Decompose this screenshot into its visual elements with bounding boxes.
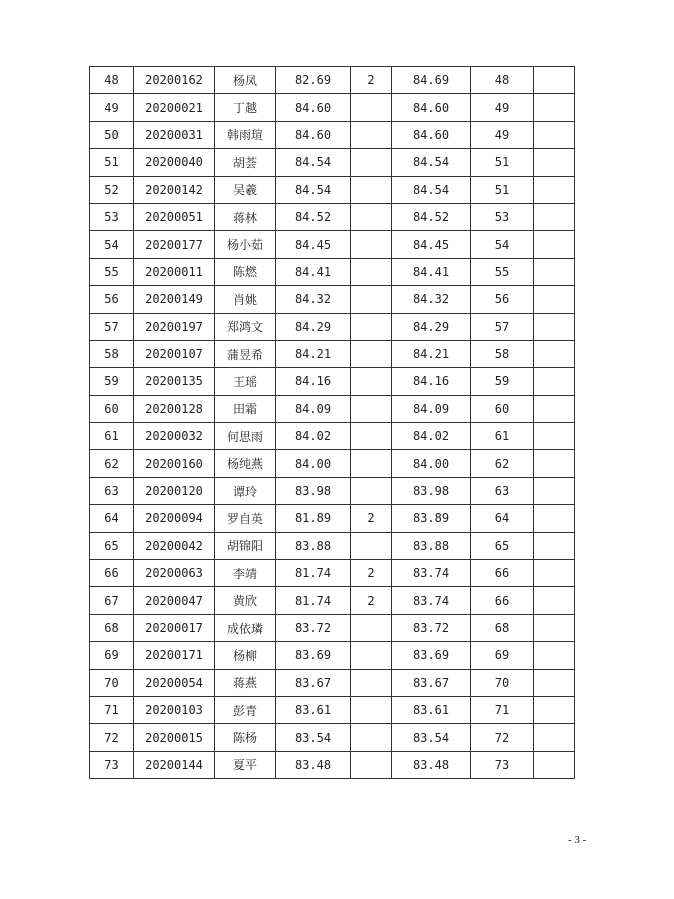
table-row [90,587,575,614]
remark-cell [534,94,575,121]
seq-cell: 49 [90,94,134,121]
exam-id-cell: 20200149 [134,286,215,313]
score-cell: 83.67 [276,669,351,696]
table-row [90,121,575,148]
total-cell: 83.89 [392,505,471,532]
table-row [90,751,575,778]
remark-cell [534,395,575,422]
exam-id-cell: 20200171 [134,642,215,669]
total-cell: 84.09 [392,395,471,422]
rank-cell: 49 [471,94,534,121]
page-number: - 3 - [568,834,587,846]
bonus-cell [351,94,392,121]
table-row [90,368,575,395]
table-row [90,724,575,751]
total-cell: 84.21 [392,340,471,367]
bonus-cell [351,532,392,559]
bonus-cell [351,395,392,422]
name-cell: 杨凤 [215,67,276,94]
bonus-cell [351,696,392,723]
total-cell: 83.67 [392,669,471,696]
bonus-cell: 2 [351,560,392,587]
remark-cell [534,696,575,723]
total-cell: 83.48 [392,751,471,778]
total-cell: 83.54 [392,724,471,751]
remark-cell [534,203,575,230]
exam-id-cell: 20200017 [134,614,215,641]
exam-id-cell: 20200160 [134,450,215,477]
total-cell: 84.60 [392,121,471,148]
score-cell: 81.74 [276,560,351,587]
remark-cell [534,121,575,148]
score-cell: 84.00 [276,450,351,477]
exam-id-cell: 20200032 [134,423,215,450]
bonus-cell [351,231,392,258]
name-cell: 蒲昱希 [215,340,276,367]
rank-cell: 65 [471,532,534,559]
total-cell: 83.74 [392,560,471,587]
seq-cell: 50 [90,121,134,148]
exam-id-cell: 20200040 [134,149,215,176]
remark-cell [534,614,575,641]
seq-cell: 54 [90,231,134,258]
seq-cell: 65 [90,532,134,559]
name-cell: 郑鸿文 [215,313,276,340]
name-cell: 李靖 [215,560,276,587]
total-cell: 84.00 [392,450,471,477]
table-row [90,669,575,696]
score-cell: 84.32 [276,286,351,313]
remark-cell [534,258,575,285]
table-row [90,67,575,94]
name-cell: 杨柳 [215,642,276,669]
exam-id-cell: 20200142 [134,176,215,203]
name-cell: 丁越 [215,94,276,121]
rank-cell: 61 [471,423,534,450]
results-table [89,66,575,779]
table-row [90,258,575,285]
score-cell: 83.69 [276,642,351,669]
rank-cell: 55 [471,258,534,285]
name-cell: 成依璘 [215,614,276,641]
rank-cell: 70 [471,669,534,696]
remark-cell [534,450,575,477]
seq-cell: 64 [90,505,134,532]
name-cell: 胡锦阳 [215,532,276,559]
rank-cell: 53 [471,203,534,230]
table-row [90,614,575,641]
bonus-cell [351,121,392,148]
bonus-cell [351,286,392,313]
score-cell: 83.48 [276,751,351,778]
table-row [90,231,575,258]
rank-cell: 71 [471,696,534,723]
score-cell: 84.41 [276,258,351,285]
name-cell: 胡荟 [215,149,276,176]
rank-cell: 66 [471,587,534,614]
bonus-cell: 2 [351,587,392,614]
bonus-cell [351,176,392,203]
rank-cell: 69 [471,642,534,669]
rank-cell: 48 [471,67,534,94]
table-row [90,94,575,121]
seq-cell: 52 [90,176,134,203]
remark-cell [534,368,575,395]
total-cell: 84.54 [392,176,471,203]
total-cell: 84.60 [392,94,471,121]
total-cell: 84.02 [392,423,471,450]
exam-id-cell: 20200162 [134,67,215,94]
score-cell: 83.88 [276,532,351,559]
rank-cell: 59 [471,368,534,395]
score-cell: 82.69 [276,67,351,94]
total-cell: 84.54 [392,149,471,176]
rank-cell: 56 [471,286,534,313]
exam-id-cell: 20200120 [134,477,215,504]
rank-cell: 68 [471,614,534,641]
rank-cell: 64 [471,505,534,532]
score-cell: 81.74 [276,587,351,614]
total-cell: 84.41 [392,258,471,285]
name-cell: 韩雨瑄 [215,121,276,148]
rank-cell: 51 [471,176,534,203]
bonus-cell: 2 [351,505,392,532]
total-cell: 83.72 [392,614,471,641]
table-row [90,696,575,723]
bonus-cell [351,724,392,751]
seq-cell: 58 [90,340,134,367]
bonus-cell [351,149,392,176]
rank-cell: 54 [471,231,534,258]
score-cell: 84.54 [276,176,351,203]
rank-cell: 62 [471,450,534,477]
score-cell: 84.60 [276,94,351,121]
seq-cell: 55 [90,258,134,285]
rank-cell: 66 [471,560,534,587]
rank-cell: 63 [471,477,534,504]
bonus-cell [351,258,392,285]
bonus-cell [351,751,392,778]
exam-id-cell: 20200021 [134,94,215,121]
score-cell: 83.61 [276,696,351,723]
total-cell: 84.52 [392,203,471,230]
score-cell: 84.45 [276,231,351,258]
remark-cell [534,724,575,751]
total-cell: 83.69 [392,642,471,669]
name-cell: 吴羲 [215,176,276,203]
rank-cell: 51 [471,149,534,176]
score-cell: 83.54 [276,724,351,751]
seq-cell: 71 [90,696,134,723]
table-row [90,477,575,504]
table-row [90,286,575,313]
seq-cell: 69 [90,642,134,669]
name-cell: 黄欣 [215,587,276,614]
name-cell: 彭青 [215,696,276,723]
remark-cell [534,67,575,94]
exam-id-cell: 20200103 [134,696,215,723]
name-cell: 罗自英 [215,505,276,532]
seq-cell: 68 [90,614,134,641]
remark-cell [534,313,575,340]
exam-id-cell: 20200177 [134,231,215,258]
total-cell: 84.45 [392,231,471,258]
table-row [90,423,575,450]
remark-cell [534,340,575,367]
score-cell: 84.60 [276,121,351,148]
seq-cell: 57 [90,313,134,340]
total-cell: 84.16 [392,368,471,395]
seq-cell: 51 [90,149,134,176]
bonus-cell [351,477,392,504]
bonus-cell: 2 [351,67,392,94]
score-cell: 84.21 [276,340,351,367]
total-cell: 84.29 [392,313,471,340]
table-row [90,149,575,176]
score-cell: 84.09 [276,395,351,422]
seq-cell: 60 [90,395,134,422]
remark-cell [534,532,575,559]
name-cell: 杨纯燕 [215,450,276,477]
exam-id-cell: 20200094 [134,505,215,532]
score-cell: 84.02 [276,423,351,450]
remark-cell [534,669,575,696]
table-row [90,203,575,230]
exam-id-cell: 20200051 [134,203,215,230]
remark-cell [534,423,575,450]
table-row [90,505,575,532]
rank-cell: 49 [471,121,534,148]
score-cell: 84.52 [276,203,351,230]
seq-cell: 67 [90,587,134,614]
bonus-cell [351,450,392,477]
name-cell: 陈燃 [215,258,276,285]
bonus-cell [351,423,392,450]
seq-cell: 72 [90,724,134,751]
rank-cell: 57 [471,313,534,340]
bonus-cell [351,614,392,641]
seq-cell: 53 [90,203,134,230]
name-cell: 蒋燕 [215,669,276,696]
table-row [90,313,575,340]
results-table-body [90,67,575,779]
remark-cell [534,477,575,504]
name-cell: 田霜 [215,395,276,422]
seq-cell: 70 [90,669,134,696]
table-row [90,560,575,587]
score-cell: 83.98 [276,477,351,504]
exam-id-cell: 20200047 [134,587,215,614]
exam-id-cell: 20200054 [134,669,215,696]
seq-cell: 73 [90,751,134,778]
remark-cell [534,231,575,258]
total-cell: 83.61 [392,696,471,723]
table-row [90,450,575,477]
rank-cell: 72 [471,724,534,751]
exam-id-cell: 20200135 [134,368,215,395]
table-row [90,395,575,422]
rank-cell: 60 [471,395,534,422]
score-cell: 83.72 [276,614,351,641]
name-cell: 夏平 [215,751,276,778]
seq-cell: 56 [90,286,134,313]
name-cell: 肖姚 [215,286,276,313]
exam-id-cell: 20200015 [134,724,215,751]
rank-cell: 73 [471,751,534,778]
exam-id-cell: 20200107 [134,340,215,367]
exam-id-cell: 20200042 [134,532,215,559]
remark-cell [534,505,575,532]
exam-id-cell: 20200031 [134,121,215,148]
total-cell: 83.88 [392,532,471,559]
name-cell: 陈杨 [215,724,276,751]
exam-id-cell: 20200063 [134,560,215,587]
remark-cell [534,176,575,203]
remark-cell [534,751,575,778]
table-row [90,340,575,367]
table-row [90,642,575,669]
table-row [90,532,575,559]
exam-id-cell: 20200128 [134,395,215,422]
rank-cell: 58 [471,340,534,367]
seq-cell: 63 [90,477,134,504]
total-cell: 83.98 [392,477,471,504]
name-cell: 王瑶 [215,368,276,395]
seq-cell: 62 [90,450,134,477]
bonus-cell [351,340,392,367]
remark-cell [534,587,575,614]
remark-cell [534,642,575,669]
bonus-cell [351,642,392,669]
bonus-cell [351,669,392,696]
exam-id-cell: 20200197 [134,313,215,340]
score-cell: 81.89 [276,505,351,532]
table-row [90,176,575,203]
name-cell: 杨小茹 [215,231,276,258]
score-cell: 84.54 [276,149,351,176]
exam-id-cell: 20200144 [134,751,215,778]
remark-cell [534,286,575,313]
bonus-cell [351,368,392,395]
score-cell: 84.16 [276,368,351,395]
seq-cell: 59 [90,368,134,395]
name-cell: 蒋林 [215,203,276,230]
name-cell: 何思雨 [215,423,276,450]
seq-cell: 61 [90,423,134,450]
remark-cell [534,560,575,587]
bonus-cell [351,203,392,230]
name-cell: 谭玲 [215,477,276,504]
seq-cell: 48 [90,67,134,94]
total-cell: 83.74 [392,587,471,614]
seq-cell: 66 [90,560,134,587]
remark-cell [534,149,575,176]
bonus-cell [351,313,392,340]
total-cell: 84.69 [392,67,471,94]
exam-id-cell: 20200011 [134,258,215,285]
score-cell: 84.29 [276,313,351,340]
total-cell: 84.32 [392,286,471,313]
